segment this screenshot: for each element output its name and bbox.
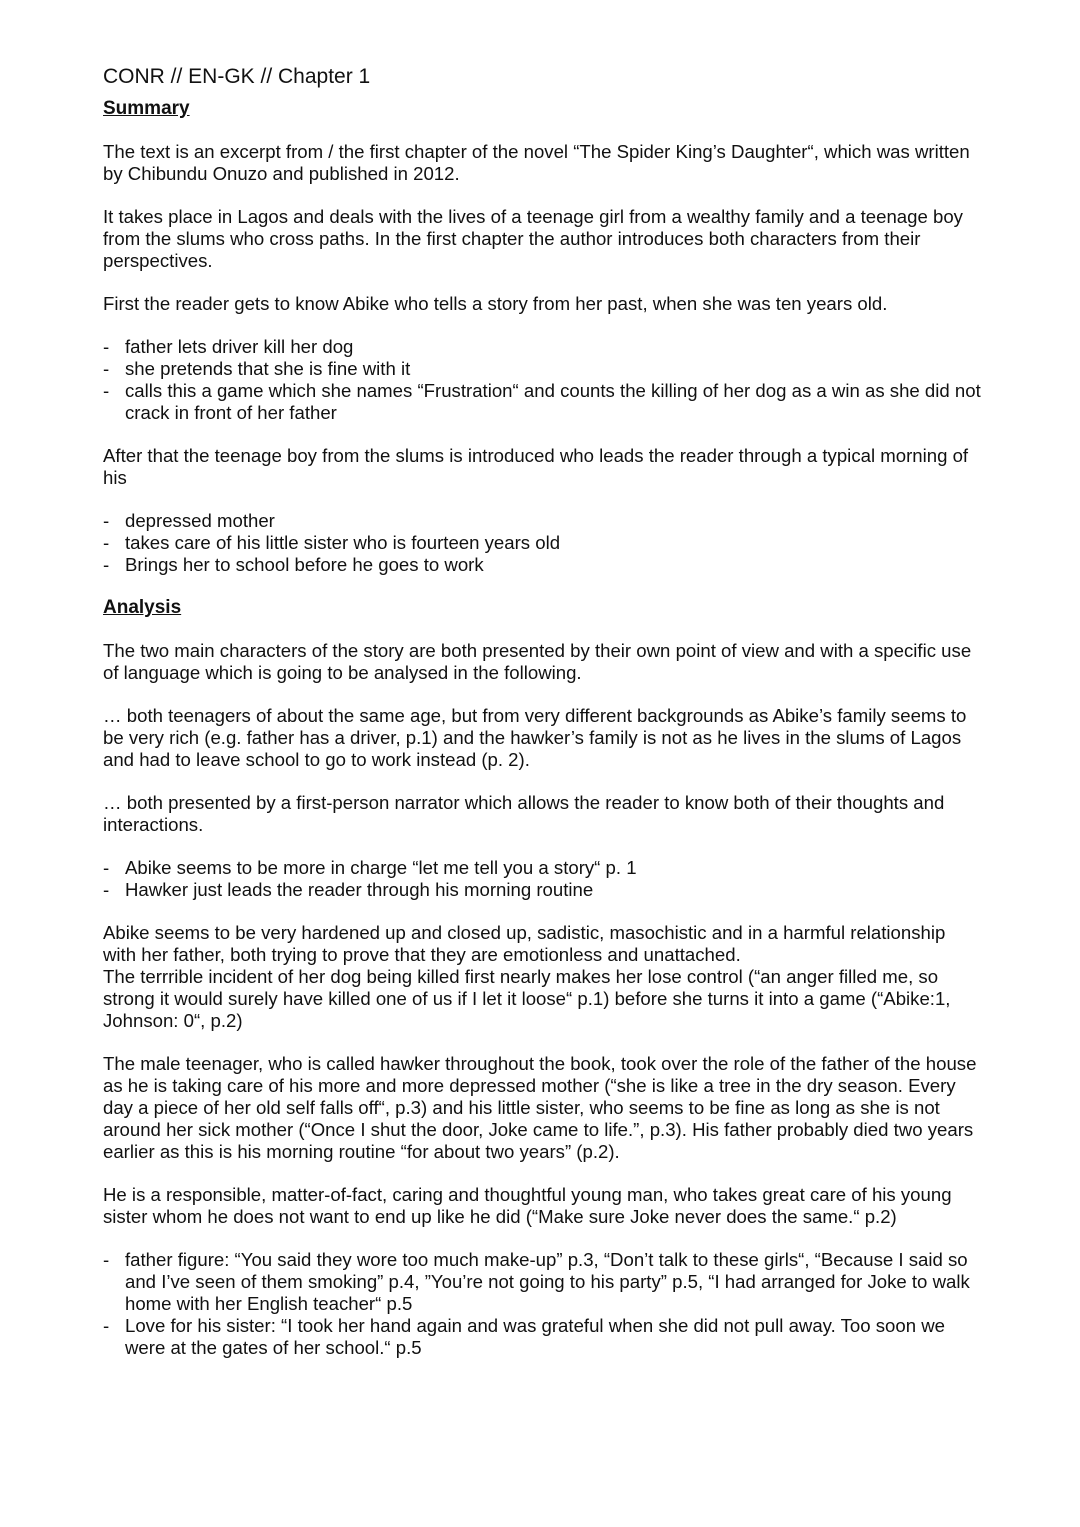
list-item-text: father lets driver kill her dog [125,336,354,357]
list-item-text: takes care of his little sister who is fourteen years old [125,532,561,553]
document-page [103,62,983,1380]
summary-list-abike [103,336,983,424]
analysis-paragraph-6: He is a responsible, matter-of-fact, caring and thoughtful young man, who takes great care of his young sister whom he does not want to end up like he did (“Make sure Joke never does the same.“ p.2) [103,1184,952,1227]
dash-bullet: - [103,380,110,401]
summary-paragraph-3: First the reader gets to know Abike who tells a story from her past, when she was ten years old. [103,293,888,314]
analysis-paragraph-4a: Abike seems to be very hardened up and closed up, sadistic, masochistic and in a harmful relationship with her father, both trying to prove that they are emotionless and unattached. [103,922,946,965]
analysis-heading: Analysis [103,597,182,618]
list-item-text: she pretends that she is fine with it [125,358,411,379]
list-item-text: depressed mother [125,510,275,531]
dash-bullet: - [103,336,110,357]
dash-bullet: - [103,879,110,900]
summary-paragraph-2: It takes place in Lagos and deals with the lives of a teenage girl from a wealthy family and a teenage boy from the slums who cross paths. In the first chapter the author introduces both characters from their perspectives. [103,206,963,271]
analysis-list-hawker-traits [103,1249,983,1359]
list-item [103,879,983,901]
list-item [103,532,983,554]
list-item-text: father figure: “You said they wore too much make-up” p.3, “Don’t talk to these girls“, “Because I said so and I’ve seen of them smoking” p.4, ”You’re not going to his party” p.5, “I had arranged for Joke to walk home with her English teacher“ p.5 [125,1249,970,1314]
list-item-text: Love for his sister: “I took her hand again and was grateful when she did not pull away. Too soon we were at the gates of her school.“ p.5 [125,1315,945,1358]
list-item-text: Hawker just leads the reader through his morning routine [125,879,594,900]
dash-bullet: - [103,1315,110,1336]
dash-bullet: - [103,532,110,553]
dash-bullet: - [103,358,110,379]
list-item-text: calls this a game which she names “Frustration“ and counts the killing of her dog as a win as she did not crack in front of her father [125,380,981,423]
analysis-paragraph-4b: The terrrible incident of her dog being killed first nearly makes her lose control (“an anger filled me, so strong it would surely have killed one of us if I let it loose“ p.1) before she turns it into a game (“Abike:1, Johnson: 0“, p.2) [103,966,951,1031]
list-item [103,358,983,380]
analysis-list-narrators [103,857,983,901]
list-item [103,380,983,424]
list-item [103,554,983,576]
analysis-paragraph-3: … both presented by a first-person narrator which allows the reader to know both of their thoughts and interactions. [103,792,945,835]
list-item-text: Brings her to school before he goes to work [125,554,484,575]
list-item-text: Abike seems to be more in charge “let me tell you a story“ p. 1 [125,857,637,878]
list-item [103,336,983,358]
summary-paragraph-4: After that the teenage boy from the slums is introduced who leads the reader through a typical morning of his [103,445,969,488]
analysis-paragraph-5: The male teenager, who is called hawker throughout the book, took over the role of the father of the house as he is taking care of his more and more depressed mother (“she is like a tree in the dry season. Every day a piece of her old self falls off“, p.3) and his little sister, who seems to be fine as long as she is not around her sick mother (“Once I shut the door, Joke came to life.”, p.3). His father probably died two years earlier as this is his morning routine “for about two years” (p.2). [103,1053,977,1162]
dash-bullet: - [103,554,110,575]
summary-heading: Summary [103,98,190,119]
dash-bullet: - [103,1249,110,1270]
analysis-paragraph-1: The two main characters of the story are both presented by their own point of view and with a specific use of language which is going to be analysed in the following. [103,640,972,683]
list-item [103,1249,983,1315]
list-item [103,1315,983,1359]
list-item [103,857,983,879]
dash-bullet: - [103,857,110,878]
dash-bullet: - [103,510,110,531]
summary-list-hawker [103,510,983,576]
analysis-paragraph-2: … both teenagers of about the same age, but from very different backgrounds as Abike’s family seems to be very rich (e.g. father has a driver, p.1) and the hawker’s family is not as he lives in the slums of Lagos and had to leave school to go to work instead (p. 2). [103,705,967,770]
list-item [103,510,983,532]
summary-paragraph-1: The text is an excerpt from / the first chapter of the novel “The Spider King’s Daughter“, which was written by Chibundu Onuzo and published in 2012. [103,141,970,184]
document-title: CONR // EN-GK // Chapter 1 [103,65,371,88]
